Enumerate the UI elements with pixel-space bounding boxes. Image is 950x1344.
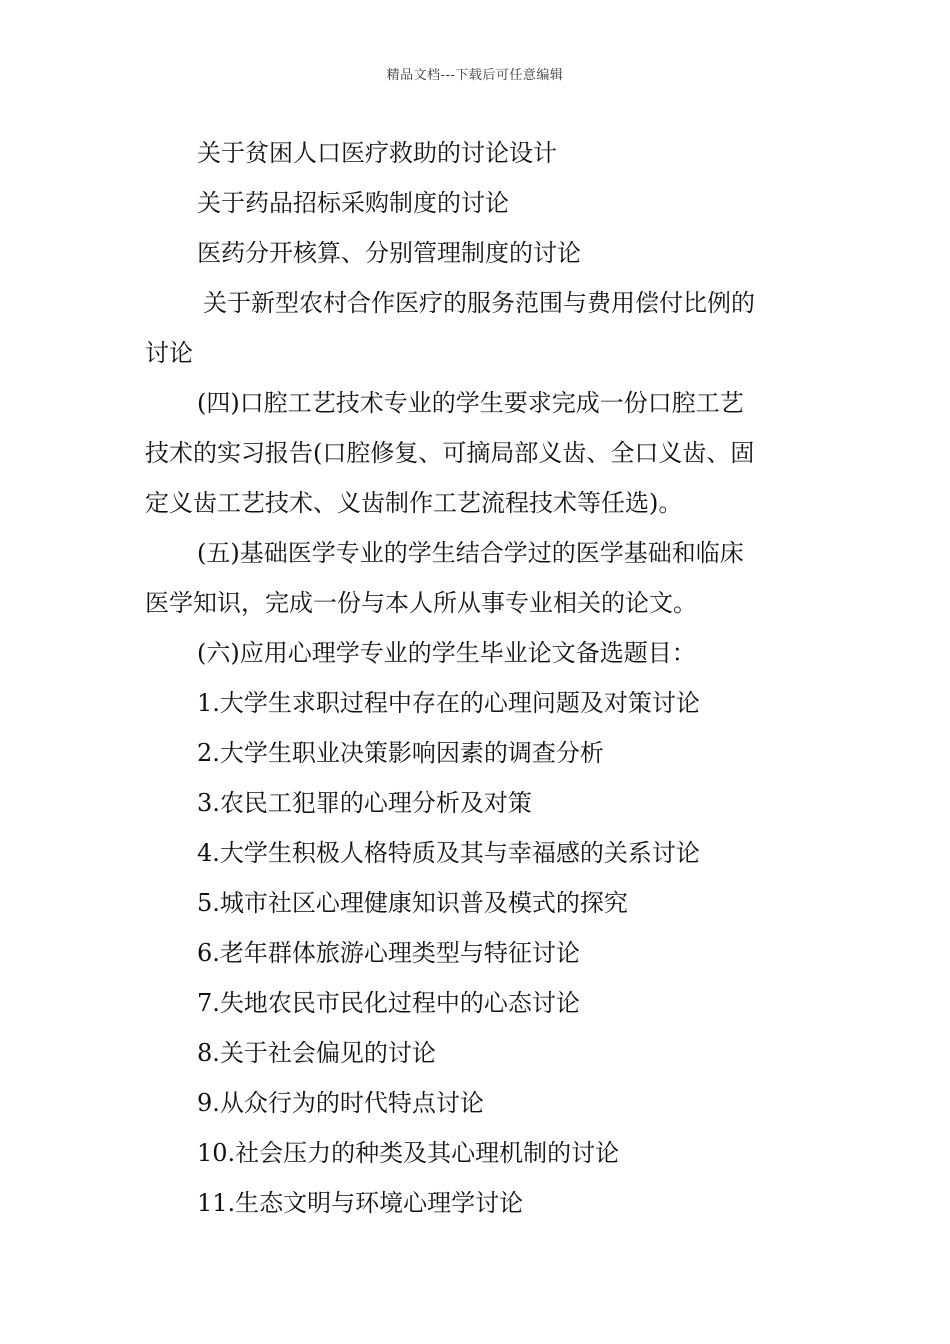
list-item: 9.从众行为的时代特点讨论	[197, 1089, 484, 1117]
document-body	[145, 128, 810, 1228]
paragraph-line: 技术的实习报告(口腔修复、可摘局部义齿、全口义齿、固	[145, 439, 755, 467]
paragraph-line: 医药分开核算、分别管理制度的讨论	[197, 239, 581, 267]
list-item: 8.关于社会偏见的讨论	[197, 1039, 436, 1067]
paragraph-line: 定义齿工艺技术、义齿制作工艺流程技术等任选)。	[145, 489, 683, 517]
list-item: 11.生态文明与环境心理学讨论	[197, 1189, 524, 1217]
list-item: 7.失地农民市民化过程中的心态讨论	[197, 989, 580, 1017]
list-item: 4.大学生积极人格特质及其与幸福感的关系讨论	[197, 839, 700, 867]
paragraph-line: 关于贫困人口医疗救助的讨论设计	[197, 139, 557, 167]
list-item: 6.老年群体旅游心理类型与特征讨论	[197, 939, 580, 967]
list-item: 3.农民工犯罪的心理分析及对策	[197, 789, 532, 817]
paragraph-line: 关于药品招标采购制度的讨论	[197, 189, 509, 217]
paragraph-line: 关于新型农村合作医疗的服务范围与费用偿付比例的	[203, 289, 755, 317]
list-item: 1.大学生求职过程中存在的心理问题及对策讨论	[197, 689, 700, 717]
paragraph-line: 医学知识，完成一份与本人所从事专业相关的论文。	[145, 589, 697, 617]
paragraph-line: (五)基础医学专业的学生结合学过的医学基础和临床	[197, 539, 744, 567]
page-header: 精品文档---下载后可任意编辑	[386, 68, 564, 83]
list-item: 5.城市社区心理健康知识普及模式的探究	[197, 889, 628, 917]
paragraph-line: 讨论	[145, 339, 193, 367]
list-item: 2.大学生职业决策影响因素的调查分析	[197, 739, 604, 767]
paragraph-line: (四)口腔工艺技术专业的学生要求完成一份口腔工艺	[197, 389, 744, 417]
list-item: 10.社会压力的种类及其心理机制的讨论	[197, 1139, 620, 1167]
paragraph-line: (六)应用心理学专业的学生毕业论文备选题目：	[197, 639, 696, 667]
